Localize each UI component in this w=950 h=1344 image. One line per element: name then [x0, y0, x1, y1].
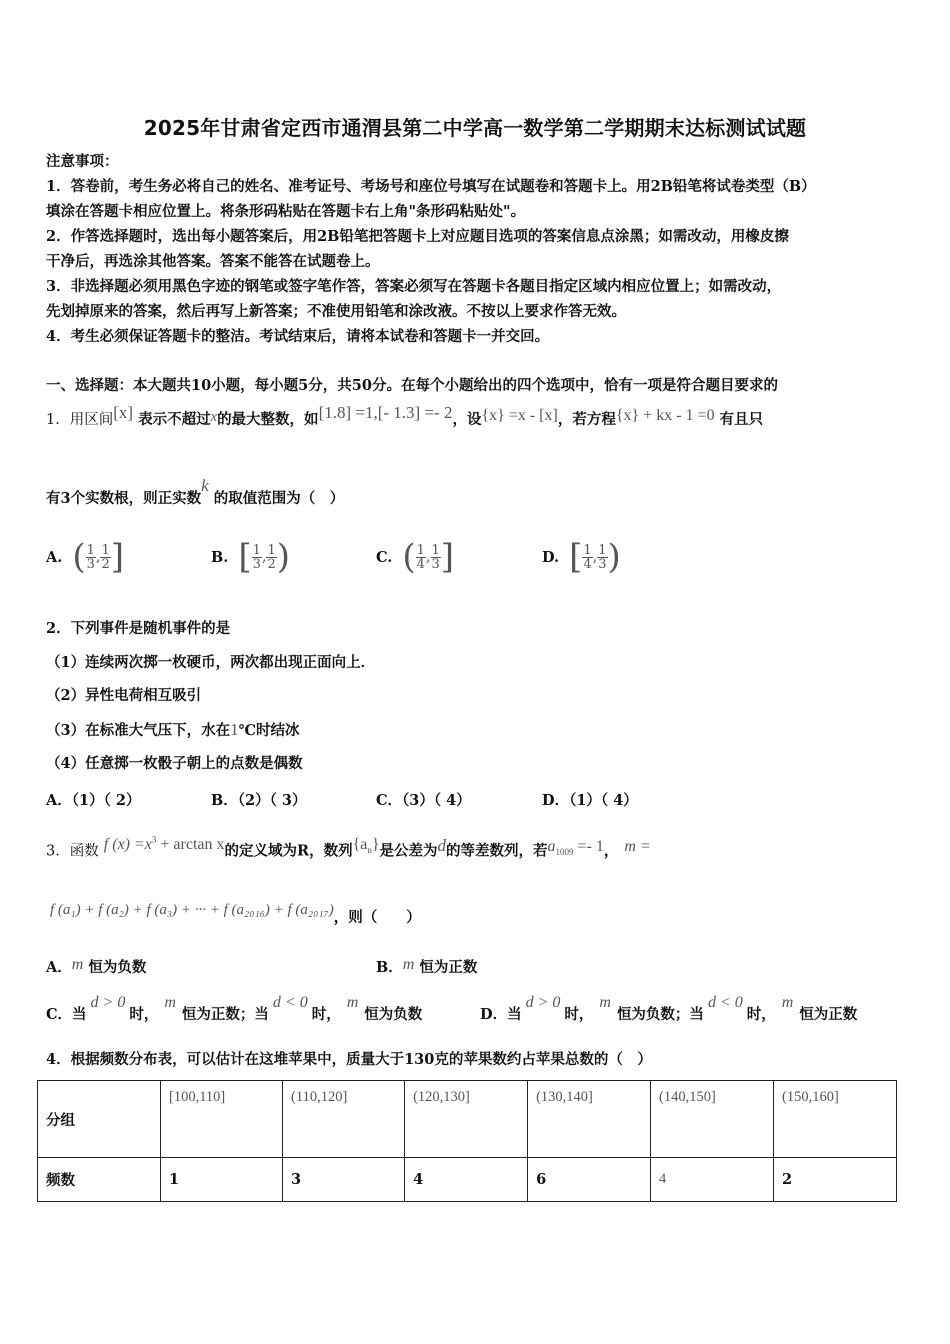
option-label: B． — [211, 792, 238, 809]
option-label: B． — [376, 959, 403, 976]
text: 1．用区间 — [46, 412, 114, 428]
q3-option-c[interactable] — [46, 994, 423, 1024]
math-expr — [104, 836, 225, 853]
math-expr: {x} + kx - 1 =0 — [615, 407, 715, 424]
table-cell: 4 — [651, 1158, 774, 1202]
table-header-cell: 分组 — [38, 1081, 161, 1158]
math-expr: {x} =x - [x] — [481, 407, 558, 424]
question-2-stem: 2．下列事件是随机事件的是 — [46, 620, 231, 637]
bracket: [ — [238, 537, 252, 577]
math-expr — [352, 836, 380, 856]
math-sup: 3 — [151, 835, 157, 845]
fraction — [252, 544, 262, 571]
q1-option-d[interactable] — [542, 537, 621, 577]
text: ℃时结冰 — [238, 722, 300, 739]
numerator: 1 — [252, 542, 261, 558]
page-title: 2025年甘肃省定西市通渭县第二中学高一数学第二学期期末达标测试试题 — [143, 116, 807, 140]
text: 当 — [72, 1006, 87, 1023]
section-heading: 一、选择题：本大题共10小题，每小题5分，共50分。在每个小题给出的四个选项中，恰有一项是符合题目要求的 — [46, 377, 778, 394]
question-2-item: （4）任意掷一枚骰子朝上的点数是偶数 — [46, 755, 303, 772]
notice-line: 2．作答选择题时，选出每小题答案后，用2B铅笔把答题卡上对应题目选项的答案信息点涂黑；如需改动，用橡皮擦 — [46, 228, 789, 245]
table-cell: 4 — [405, 1158, 528, 1202]
numerator: 1 — [583, 542, 592, 558]
numerator: 1 — [86, 542, 95, 558]
denominator: 2 — [267, 556, 276, 572]
q3-option-b[interactable] — [376, 956, 477, 977]
text: 的取值范围为（ ） — [213, 490, 345, 507]
bracket: ( — [72, 537, 86, 577]
math-expr: m — [402, 956, 415, 973]
bracket: ] — [110, 537, 125, 577]
numerator: 1 — [431, 542, 440, 558]
text: ，则（ ） — [333, 909, 421, 926]
text: 3．函数 — [46, 843, 99, 860]
math-expr: m — [346, 994, 359, 1011]
fraction — [597, 544, 607, 571]
denominator: 2 — [101, 556, 110, 572]
q3-option-d[interactable] — [480, 994, 858, 1024]
text: 恒为负数 — [364, 1006, 423, 1023]
math-expr: x — [210, 409, 218, 425]
option-text: （2）（ 3） — [237, 792, 307, 809]
denominator: 4 — [416, 556, 425, 572]
math-expr: m = — [624, 838, 651, 856]
bracket: ) — [607, 537, 621, 577]
table-cell: (120,130] — [405, 1081, 528, 1158]
notice-line: 先划掉原来的答案，然后再写上新答案；不准使用铅笔和涂改液。不按以上要求作答无效。 — [46, 303, 626, 320]
table-cell: (140,150] — [651, 1081, 774, 1158]
fraction — [582, 544, 592, 571]
comma: , — [95, 549, 101, 565]
math-expr: 1 — [230, 720, 239, 739]
math-interval — [238, 537, 291, 577]
q1-option-c[interactable] — [376, 537, 455, 577]
fraction — [100, 544, 110, 571]
q1-option-a[interactable] — [46, 537, 125, 577]
question-4-stem: 4．根据频数分布表，可以估计在这堆苹果中，质量大于130克的苹果数约占苹果总数的（ ） — [46, 1051, 652, 1068]
table-header-cell: 频数 — [38, 1158, 161, 1202]
text: 的等差数列，若 — [446, 842, 548, 860]
q2-option-c[interactable] — [376, 789, 471, 810]
math-expr: d > 0 — [90, 994, 126, 1011]
question-1-stem — [46, 403, 764, 430]
math-expr — [547, 838, 604, 858]
option-text: 恒为负数 — [88, 959, 147, 976]
math-expr: d > 0 — [525, 994, 561, 1011]
math-expr: k — [201, 476, 209, 495]
notice-line: 4．考生必须保证答题卡的整洁。考试结束后，请将本试卷和答题卡一并交回。 — [46, 328, 550, 345]
text: ， — [603, 842, 619, 860]
text: 恒为正数 — [799, 1006, 858, 1023]
text: 有3个实数根，则正实数 — [46, 490, 202, 507]
option-text: 恒为正数 — [419, 959, 478, 976]
math-expr: m — [164, 994, 176, 1011]
fraction — [431, 544, 441, 571]
math-expr: m — [781, 994, 794, 1011]
text: ，设 — [452, 411, 482, 428]
table-cell: 2 — [774, 1158, 897, 1202]
option-text: （1）（ 2） — [71, 792, 141, 809]
math-sub: 1009 — [555, 847, 574, 858]
notice-line: 3．非选择题必须用黑色字迹的钢笔或签字笔作答，答案必须写在答题卡各题目指定区域内相应位置上；如需改动， — [46, 278, 782, 295]
denominator: 3 — [431, 556, 440, 572]
math-interval — [569, 537, 621, 577]
table-cell: (110,120] — [283, 1081, 405, 1158]
bracket: [ — [569, 537, 583, 577]
text: 恒为正数；当 — [181, 1006, 269, 1023]
numerator: 1 — [416, 542, 425, 558]
option-label: D. — [542, 548, 560, 566]
option-label: A． — [46, 959, 72, 976]
denominator: 4 — [583, 556, 592, 572]
question-2-item: （1）连续两次掷一枚硬币，两次都出现正面向上． — [46, 654, 376, 671]
option-label: A． — [46, 792, 72, 809]
denominator: 3 — [598, 556, 607, 572]
table-cell: (130,140] — [528, 1081, 651, 1158]
comma: , — [425, 549, 431, 565]
math-expr: [x] — [113, 403, 134, 422]
question-1-stem-cont — [46, 476, 345, 509]
option-label: D． — [542, 792, 570, 809]
math-part: } — [371, 836, 380, 854]
q3-option-a[interactable] — [46, 956, 146, 977]
math-part: f (x) =x — [103, 836, 152, 854]
notice-line: 填涂在答题卡相应位置上。将条形码粘贴在答题卡右上角"条形码粘贴处"。 — [46, 203, 526, 220]
option-label: D． — [480, 1006, 508, 1023]
table-row — [38, 1158, 897, 1202]
text: 时， — [746, 1006, 776, 1023]
math-part: =- 1 — [573, 838, 604, 856]
math-interval — [402, 537, 455, 577]
math-expr: m — [71, 956, 84, 973]
denominator: 3 — [86, 556, 95, 572]
text: 时， — [129, 1006, 159, 1023]
comma: , — [261, 549, 267, 565]
frequency-table — [37, 1080, 897, 1202]
math-part: {a — [352, 836, 368, 854]
question-2-item: （2）异性电荷相互吸引 — [46, 687, 202, 704]
q2-option-d[interactable] — [542, 789, 638, 810]
bracket: ( — [402, 537, 416, 577]
fraction — [266, 544, 276, 571]
math-expr: d < 0 — [272, 994, 308, 1011]
text: 是公差为 — [379, 842, 438, 860]
text: 当 — [507, 1006, 522, 1023]
math-expr: m — [599, 994, 611, 1011]
q2-option-a[interactable] — [46, 789, 141, 810]
text: 时， — [564, 1006, 594, 1023]
math-expr: [1.8] =1,[- 1.3] =- 2 — [318, 403, 453, 422]
text: 的最大整数，如 — [217, 411, 319, 428]
bracket: ) — [276, 537, 291, 577]
comma: , — [592, 549, 598, 565]
math-expr: d < 0 — [707, 994, 743, 1011]
option-label: B. — [211, 548, 229, 566]
question-3-stem — [46, 836, 651, 867]
text: 有且只 — [719, 411, 764, 428]
text: 的定义域为R，数列 — [224, 842, 353, 860]
table-row — [38, 1081, 897, 1158]
math-expr: d — [437, 836, 447, 856]
text: 时， — [311, 1006, 341, 1023]
math-part: a — [547, 838, 556, 856]
question-3-stem-cont — [46, 902, 421, 928]
question-2-item — [46, 720, 299, 741]
text: 表示不超过 — [138, 411, 211, 428]
table-cell: 6 — [528, 1158, 651, 1202]
numerator: 1 — [101, 542, 110, 558]
fraction — [86, 544, 96, 571]
numerator: 1 — [267, 542, 276, 558]
table-cell: 3 — [283, 1158, 405, 1202]
notice-line: 1．答卷前，考生务必将自己的姓名、准考证号、考场号和座位号填写在试题卷和答题卡上。用2B铅笔将试卷类型（B） — [46, 178, 816, 195]
math-part: + arctan x — [156, 836, 225, 854]
table-cell: [100,110] — [161, 1081, 283, 1158]
math-sub: n — [367, 845, 372, 856]
option-text: （3）（ 4） — [402, 792, 471, 809]
bracket: ] — [440, 537, 455, 577]
notice-line: 干净后，再选涂其他答案。答案不能答在试题卷上。 — [46, 253, 380, 270]
fraction — [416, 544, 426, 571]
numerator: 1 — [598, 542, 607, 558]
option-label: A. — [46, 548, 63, 566]
denominator: 3 — [252, 556, 261, 572]
option-label: C． — [376, 792, 403, 809]
option-text: （1）（ 4） — [569, 792, 638, 809]
q1-option-b[interactable] — [211, 537, 291, 577]
table-cell: (150,160] — [774, 1081, 897, 1158]
q2-option-b[interactable] — [211, 789, 307, 810]
math-expr: f (a₁) + f (a₂) + f (a₃) + ··· + f (a₂₀₁₆) + f (a₂₀₁₇) — [50, 902, 334, 918]
text: 恒为负数；当 — [616, 1006, 704, 1023]
text: ，若方程 — [557, 411, 616, 428]
option-label: C． — [46, 1006, 73, 1023]
text: （3）在标准大气压下，水在 — [46, 722, 231, 739]
option-label: C. — [376, 548, 393, 566]
math-interval — [72, 537, 125, 577]
notice-heading: 注意事项： — [46, 153, 119, 170]
table-cell: 1 — [161, 1158, 283, 1202]
